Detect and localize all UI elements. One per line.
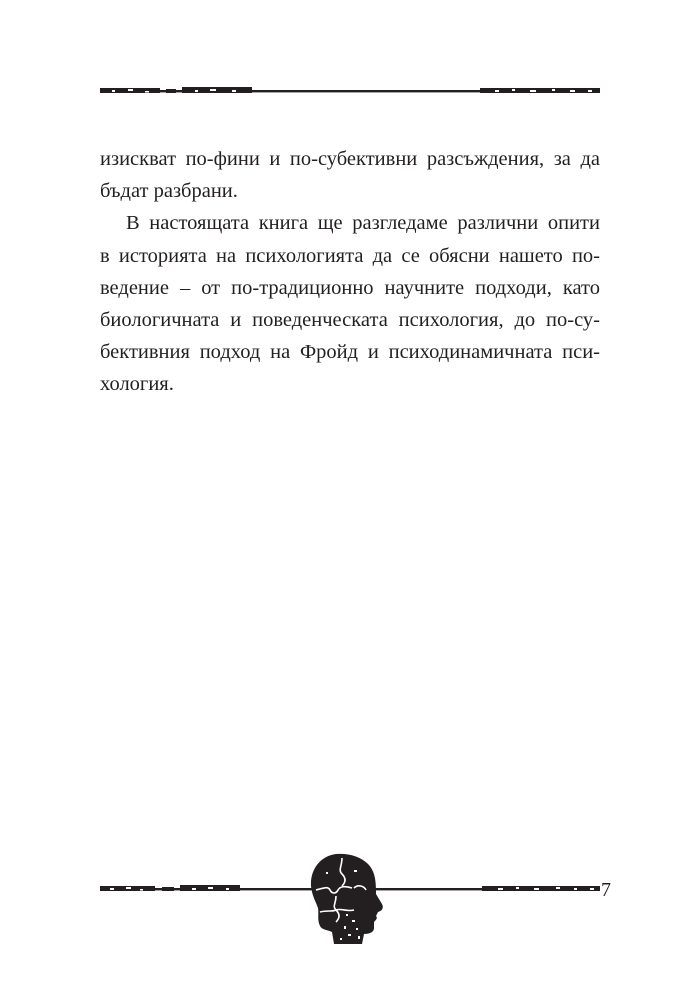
text-line: В настоящата книга ще разгледаме различни опити: [126, 212, 600, 235]
text-line: биологичната и поведенческата психология, до по-су-: [100, 309, 600, 332]
text-line: хология.: [100, 373, 174, 396]
text-line: в историята на психологията да се обясни нашето по-: [100, 244, 600, 267]
text-line: бъдат разбрани.: [100, 180, 238, 203]
text-line: ведение – от по-традиционно научните подходи, като: [100, 276, 600, 299]
text-line: изискват по-фини и по-субективни разсъждения, за да: [100, 148, 600, 170]
body-text: [100, 143, 600, 401]
puzzle-head-icon: [306, 850, 388, 946]
paragraph: [100, 207, 600, 400]
header-rule: [100, 84, 600, 98]
text-line: бективния подход на Фройд и психодинамичната пси-: [100, 341, 600, 364]
page-number: 7: [601, 879, 611, 901]
paragraph-continuation: [100, 143, 600, 207]
